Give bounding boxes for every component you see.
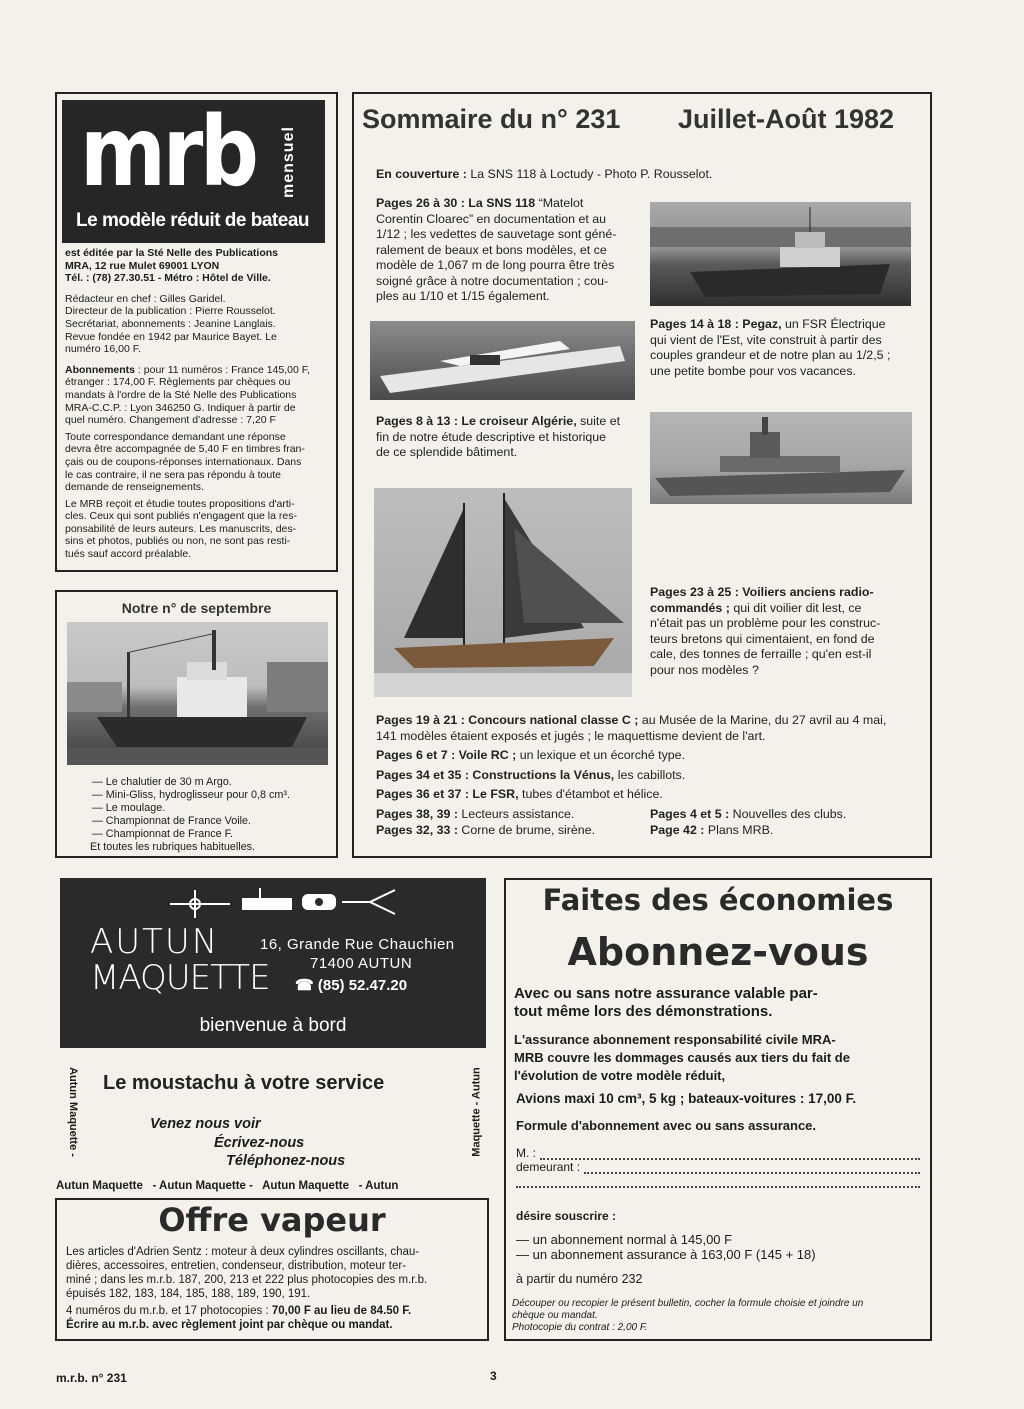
note-line: Découper ou recopier le présent bulletin, cocher la formule choisie et joindre un	[512, 1298, 864, 1309]
algerie-label: Pages 8 à 13 : Le croiseur Algérie,	[376, 414, 577, 428]
corr-line: Toute correspondance demandant une réponse	[65, 430, 286, 443]
abo-line: MRA-C.C.P. : Lyon 346250 G. Indiquer à partir de	[65, 401, 296, 414]
abo-line: mandats à l'ordre de la Sté Nelle des Publications	[65, 388, 297, 401]
voiliers-text: teurs bretons qui cimentaient, en fond de	[650, 631, 875, 646]
list-item: — Le chalutier de 30 m Argo.	[92, 776, 232, 788]
sommaire-date: Juillet-Août 1982	[678, 104, 895, 134]
sns-text: ralement de beaux et bons modèles, et ce	[376, 242, 607, 257]
corr-line: demande de renseignements.	[65, 481, 204, 494]
abonnez-avions: Avions maxi 10 cm³, 5 kg ; bateaux-voitures : 17,00 F.	[516, 1091, 857, 1106]
staff-line: Directeur de la publication : Pierre Rousselot.	[65, 305, 276, 318]
autun-side-right: Maquette - Autun	[470, 1067, 483, 1157]
mrb-line: Le MRB reçoit et étudie toutes propositions d'arti-	[65, 497, 295, 510]
masthead-logo-block	[62, 96, 325, 243]
footer-page-number: 3	[490, 1369, 497, 1383]
sommaire-bottom	[376, 713, 926, 803]
pegaz-photo	[370, 321, 635, 400]
autun-logo-2: MAQUETTE	[90, 958, 270, 998]
p38-label: Pages 38, 39 :	[376, 807, 458, 821]
m-field-row	[516, 1146, 920, 1160]
concours-label: Pages 19 à 21 : Concours national classe C ;	[376, 713, 639, 727]
vapeur-line: épuisés 182, 183, 184, 185, 188, 189, 190, 191.	[66, 1288, 311, 1300]
september-title: Notre n° de septembre	[121, 600, 272, 616]
m-input[interactable]	[540, 1146, 920, 1160]
abo-text: : pour 11 numéros : France 145,00 F,	[135, 363, 310, 376]
corr-line: devra être accompagnée de 5,40 F en timbres fran-	[65, 443, 305, 456]
autun-side-left: Autun Maquette -	[66, 1067, 79, 1157]
autun-phone: (85) 52.47.20	[317, 977, 408, 994]
trawler-photo	[67, 622, 328, 765]
demeurant-input[interactable]	[584, 1160, 920, 1174]
trawler-illustration	[67, 622, 328, 765]
autun-line-3: Téléphonez-nous	[226, 1153, 346, 1169]
mensuel-label: mensuel	[280, 126, 297, 198]
algerie-text: de ce splendide bâtiment.	[376, 445, 518, 459]
voile-label: Pages 6 et 7 : Voile RC ;	[376, 748, 517, 762]
fsr-label: Pages 36 et 37 : Le FSR,	[376, 787, 519, 801]
sommaire-col-left	[376, 807, 646, 838]
sns-text: Corentin Cloarec” en documentation et au	[376, 211, 607, 226]
fsr-text: tubes d'étambot et hélice.	[518, 787, 663, 801]
demeurant-field-row	[516, 1160, 920, 1174]
mrb-logo: mrb	[80, 96, 256, 208]
cruiser-photo	[650, 412, 912, 504]
speedboat-illustration	[370, 321, 635, 400]
autun-line-1: Venez nous voir	[150, 1116, 261, 1132]
cover-label: En couverture :	[376, 167, 467, 181]
p32-text: Corne de brume, sirène.	[457, 822, 596, 837]
list-item: — Mini-Gliss, hydroglisseur pour 0,8 cm³.	[92, 789, 290, 801]
p42-text: Plans MRB.	[704, 822, 774, 837]
footer-issue: m.r.b. n° 231	[56, 1371, 127, 1385]
staff-line: Secrétariat, abonnements : Jeanine Langlais.	[65, 317, 276, 330]
list-item: — Championnat de France F.	[92, 828, 234, 840]
algerie-text: suite et	[576, 414, 621, 428]
mrb-line: sins et photos, publiés ou non, ne sont pas resti-	[65, 535, 291, 548]
abo-line: quel numéro. Changement d'adresse : 7,20 F	[65, 414, 276, 427]
sns-text: modèle de 1,067 m de long pourra être très	[376, 258, 615, 272]
vapeur-line: dières, accessoires, entretien, condenseur, distribution, moteur ter-	[66, 1260, 407, 1272]
pegaz-entry	[650, 317, 912, 379]
voiliers-text: cale, des tonnes de ferraille ; qu'en est-il	[650, 647, 872, 661]
autun-logo-1: AUTUN	[90, 922, 220, 962]
autun-phone-row	[295, 976, 407, 994]
mrb-line: tués sauf accord préalable.	[65, 548, 192, 561]
corr-line: le cas contraire, il ne sera pas répondu à toute	[65, 468, 281, 481]
algerie-entry	[376, 414, 638, 461]
masthead-subtitle: Le modèle réduit de bateau	[76, 210, 309, 231]
voiliers-label: Pages 23 à 25 : Voiliers anciens radio-	[650, 585, 874, 599]
venus-label: Pages 34 et 35 : Constructions la Vénus,	[376, 767, 615, 782]
models-illustration	[170, 884, 400, 922]
demeurant-label: demeurant :	[516, 1160, 581, 1174]
vapeur-line: miné ; dans les m.r.b. 187, 200, 213 et 222 plus photocopies des m.r.b.	[66, 1274, 428, 1286]
autun-line-2: Écrivez-nous	[214, 1135, 305, 1151]
abonnez-line: l'évolution de votre modèle réduit,	[514, 1068, 726, 1083]
staff-line: numéro 16,00 F.	[65, 343, 141, 356]
publisher-line: est éditée par la Sté Nelle des Publications	[65, 247, 278, 259]
publisher-line: Tél. : (78) 27.30.51 - Métro : Hôtel de Ville.	[65, 272, 271, 285]
sns-text: 1/12 ; les vedettes de sauvetage sont géné-	[376, 227, 617, 241]
sns-text: soigné grâce à notre documentation ; cou-	[376, 273, 609, 288]
autun-slogan: Le moustachu à votre service	[103, 1072, 385, 1094]
voiliers-entry	[650, 585, 912, 678]
p32-label: Pages 32, 33 :	[376, 822, 458, 837]
cover-text: La SNS 118 à Loctudy - Photo P. Rousselot.	[466, 167, 713, 181]
staff-line: Revue fondée en 1942 par Maurice Bayet. Le	[65, 330, 277, 343]
mrb-line: cles. Ceux qui sont publiés n'engagent que la res-	[65, 510, 297, 523]
autun-address-2: 71400 AUTUN	[310, 955, 413, 972]
corr-line: çais ou de coupons-réponses internationaux. Dans	[65, 455, 302, 468]
algerie-text: fin de notre étude descriptive et historique	[376, 429, 607, 444]
abo-line	[65, 364, 330, 377]
phone-icon: ☎	[295, 977, 318, 994]
list-item: Et toutes les rubriques habituelles.	[90, 841, 256, 853]
list-item: — Le moulage.	[92, 802, 166, 814]
souscrire-label: désire souscrire :	[516, 1209, 617, 1223]
voiliers-text: n'était pas un problème pour les construc-	[650, 616, 881, 630]
sailboat-illustration	[374, 488, 632, 697]
sommaire-title: Sommaire du n° 231	[362, 104, 621, 134]
vapeur-title: Offre vapeur	[158, 1201, 386, 1239]
sns-label: Pages 26 à 30 : La SNS 118	[376, 196, 536, 210]
mrb-line: ponsabilité de leurs auteurs. Les manuscrits, des-	[65, 522, 297, 535]
p4-label: Pages 4 et 5 :	[650, 807, 730, 821]
sns-entry	[376, 196, 638, 305]
vapeur-line: Les articles d'Adrien Sentz : moteur à deux cylindres oscillants, chau-	[66, 1246, 420, 1258]
vapeur-text	[66, 1245, 482, 1332]
concours-text: au Musée de la Marine, du 27 avril au 4 mai,	[638, 713, 887, 727]
autun-footer: Autun Maquette - Autun Maquette - Autun Maquette - Autun	[56, 1180, 399, 1192]
masthead-info	[65, 247, 330, 561]
sailboat-photo	[374, 488, 632, 697]
abonnez-note	[512, 1298, 928, 1334]
abonnez-line: L'assurance abonnement responsabilité civile MRA-	[514, 1032, 836, 1047]
voile-text: un lexique et un écorché type.	[516, 748, 686, 762]
voiliers-label: commandés ;	[650, 600, 730, 615]
abonnez-from: à partir du numéro 232	[516, 1272, 643, 1286]
pegaz-text: un FSR Électrique	[781, 317, 886, 331]
option-normal[interactable]: — un abonnement normal à 145,00 F	[516, 1232, 733, 1247]
autun-address-1: 16, Grande Rue Chauchien	[260, 936, 455, 953]
pegaz-text: qui vient de l'Est, vite construit à partir des	[650, 332, 882, 347]
abonnez-subtitle	[514, 985, 924, 1021]
cover-line	[376, 167, 712, 183]
list-item: — Championnat de France Voile.	[92, 815, 252, 827]
sns-text: ples au 1/10 et 1/15 également.	[376, 289, 550, 303]
lifeboat-illustration	[650, 202, 911, 306]
sns-harbor-photo	[650, 202, 911, 306]
abonnez-title-1: Faites des économies	[542, 883, 894, 917]
p4-text: Nouvelles des clubs.	[729, 807, 847, 821]
staff-line: Rédacteur en chef : Gilles Garidel.	[65, 292, 226, 305]
voiliers-text: pour nos modèles ?	[650, 662, 759, 677]
autun-welcome: bienvenue à bord	[199, 1015, 347, 1036]
abonnez-title-2: Abonnez-vous	[567, 930, 869, 974]
abonnez-line: MRB couvre les dommages causés aux tiers du fait de	[514, 1050, 850, 1065]
cruiser-illustration	[650, 412, 912, 504]
pegaz-label: Pages 14 à 18 : Pegaz,	[650, 317, 782, 331]
publisher-line: MRA, 12 rue Mulet 69001 LYON	[65, 259, 220, 272]
abo-label: Abonnements	[65, 363, 136, 376]
abonnez-sub: Avec ou sans notre assurance valable par-	[514, 985, 818, 1002]
pegaz-text: une petite bombe pour vos vacances.	[650, 363, 856, 378]
sns-text: “Matelot	[535, 196, 584, 210]
abonnez-formule: Formule d'abonnement avec ou sans assurance.	[516, 1118, 817, 1133]
m-label: M. :	[516, 1146, 536, 1160]
venus-text: les cabillots.	[614, 767, 686, 782]
note-line: Photocopie du contrat : 2,00 F.	[512, 1322, 648, 1333]
autun-ad-header	[60, 878, 486, 1048]
address-extra-line[interactable]	[516, 1186, 920, 1188]
vapeur-price: 70,00 F au lieu de 84.50 F.	[271, 1305, 412, 1317]
voiliers-text: qui dit voilier dit lest, ce	[729, 600, 862, 615]
pegaz-text: couples grandeur et de notre plan au 1/2,5 ;	[650, 348, 891, 362]
note-line: chèque ou mandat.	[512, 1310, 598, 1321]
abonnez-text	[514, 1031, 924, 1085]
vapeur-line: Écrire au m.r.b. avec règlement joint par chèque ou mandat.	[66, 1319, 393, 1331]
abonnez-options	[516, 1232, 816, 1262]
p38-text: Lecteurs assistance.	[457, 807, 575, 821]
option-assurance[interactable]: — un abonnement assurance à 163,00 F (145 + 18)	[516, 1247, 816, 1262]
concours-text: 141 modèles étaient exposés et jugés ; le maquettisme devient de l'art.	[376, 728, 766, 743]
p42-label: Page 42 :	[650, 822, 705, 837]
september-list	[92, 776, 332, 854]
abo-line: étranger : 174,00 F. Règlements par chèques ou	[65, 376, 291, 389]
abonnez-sub: tout même lors des démonstrations.	[514, 1003, 773, 1020]
vapeur-line: 4 numéros du m.r.b. et 17 photocopies :	[66, 1305, 272, 1317]
sommaire-col-right	[650, 807, 920, 838]
